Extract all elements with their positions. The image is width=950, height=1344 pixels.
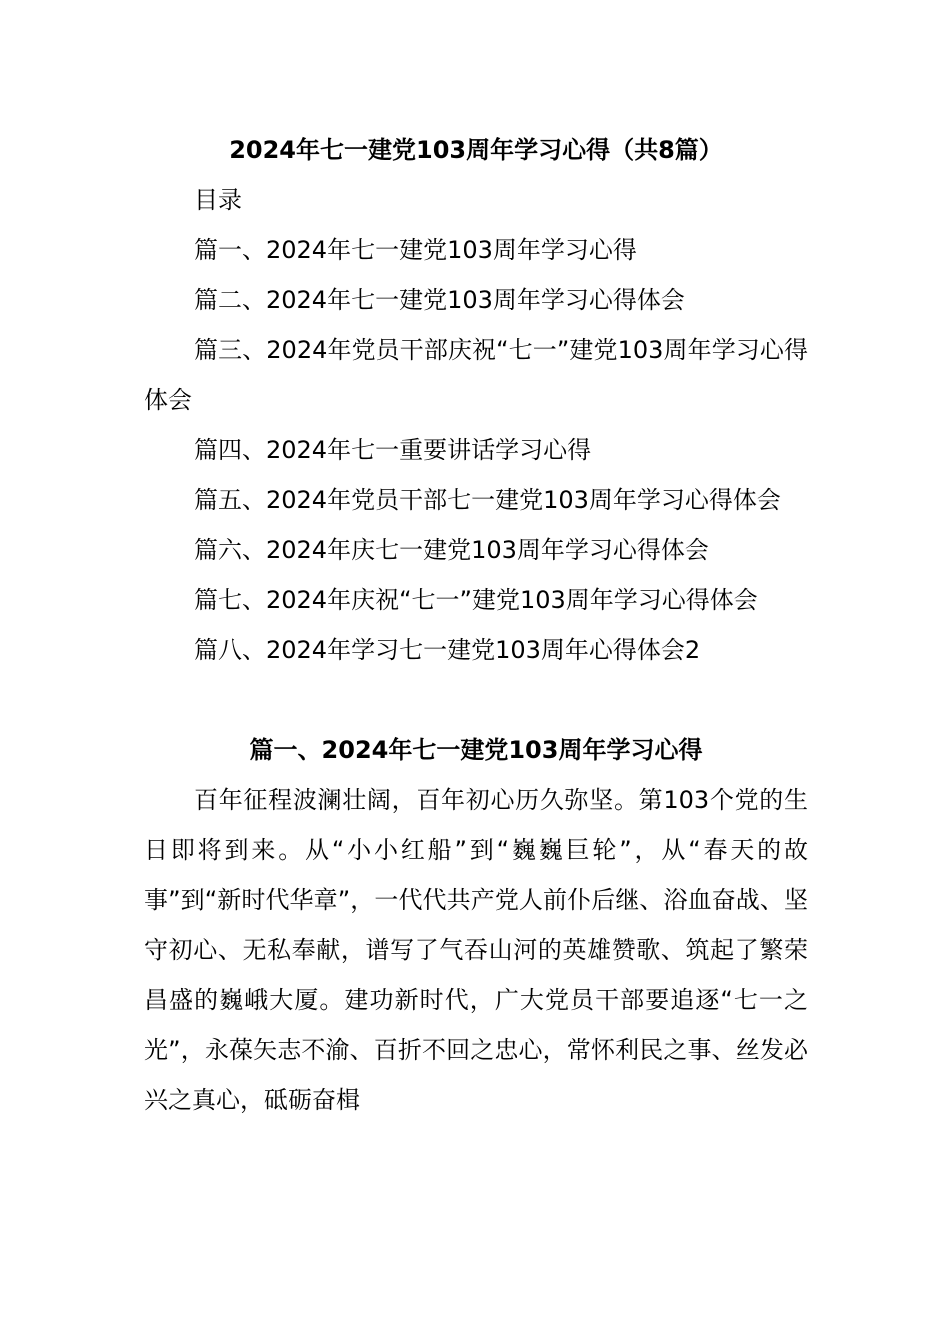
toc-item-8: 篇八、2024年学习七一建党103周年心得体会2 bbox=[194, 636, 701, 664]
toc-item-6: 篇六、2024年庆七一建党103周年学习心得体会 bbox=[194, 536, 709, 564]
toc-item-2: 篇二、2024年七一建党103周年学习心得体会 bbox=[194, 286, 685, 314]
section-heading: 篇一、2024年七一建党103周年学习心得 bbox=[249, 736, 703, 764]
toc-item-4: 篇四、2024年七一重要讲话学习心得 bbox=[194, 436, 592, 464]
section-spacer bbox=[144, 675, 808, 725]
table-of-contents bbox=[144, 225, 808, 675]
toc-item-5: 篇五、2024年党员干部七一建党103周年学习心得体会 bbox=[194, 486, 781, 514]
section-body: 百年征程波澜壮阔，百年初心历久弥坚。第103个党的生日即将到来。从“小小红船”到“巍巍巨轮”，从“春天的故事”到“新时代华章”，一代代共产党人前仆后继、浴血奋战、坚守初心、无私奉献，谱写了气吞山河的英雄赞歌、筑起了繁荣昌盛的巍峨大厦。建功新时代，广大党员干部要追逐“七一之光”，永葆矢志不渝、百折不回之忠心，常怀利民之事、丝发必兴之真心，砥砺奋楫 bbox=[144, 786, 808, 1114]
toc-item-1: 篇一、2024年七一建党103周年学习心得 bbox=[194, 236, 637, 264]
document-page bbox=[144, 125, 808, 1125]
toc-item-7: 篇七、2024年庆祝“七一”建党103周年学习心得体会 bbox=[194, 586, 758, 614]
toc-heading: 目录 bbox=[194, 186, 242, 214]
document-title: 2024年七一建党103周年学习心得（共8篇） bbox=[229, 136, 723, 164]
toc-item-3: 篇三、2024年党员干部庆祝“七一”建党103周年学习心得体会 bbox=[144, 336, 808, 414]
